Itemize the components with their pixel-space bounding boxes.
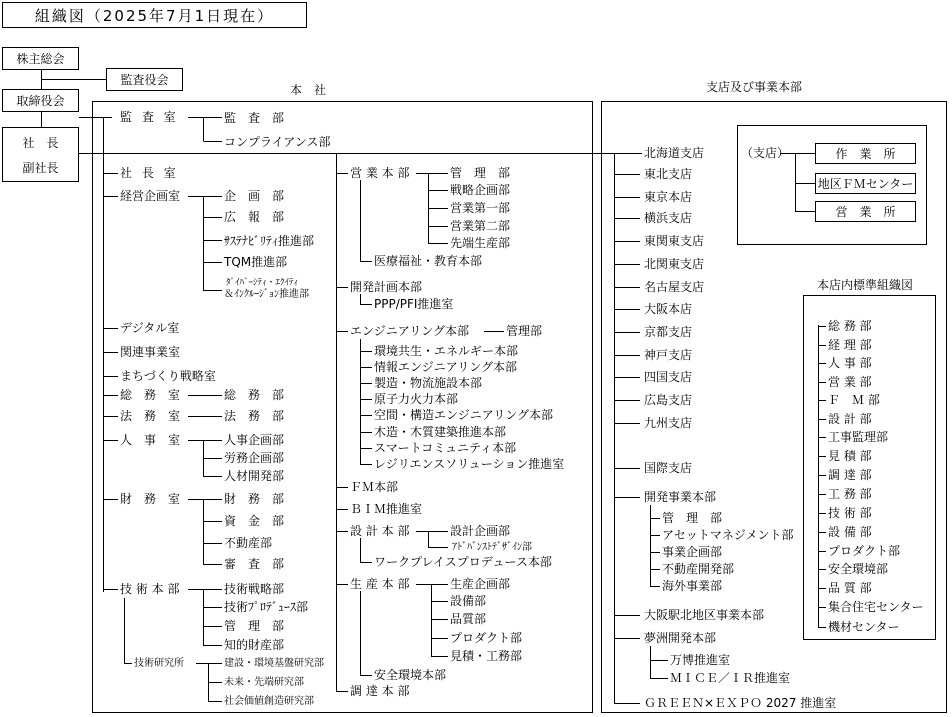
president-label: 社 長: [22, 135, 59, 150]
finance-dept: 財 務 部: [224, 492, 285, 506]
std-equipment-center: 機材センター: [828, 620, 900, 634]
advanced-production-dept: 先端生産部: [450, 236, 511, 250]
std-accounting: 経 理 部: [828, 338, 872, 352]
sustainability-dept: ｻｽﾃﾅﾋﾞﾘﾃｨ推進部: [224, 234, 315, 248]
medical-welfare-hq: 医療福祉・教育本部: [374, 254, 483, 268]
branch-hiroshima: 広島支店: [644, 393, 693, 407]
social-value-research: 社会価値創造研究部: [224, 696, 314, 707]
eng-nuclear: 原子力火力本部: [374, 392, 459, 406]
branch-kyoto: 京都支店: [644, 325, 693, 339]
sales-management-dept: 管 理 部: [450, 166, 511, 180]
branch-tohoku: 東北支店: [644, 167, 693, 181]
board-box: 取締役会: [2, 89, 79, 112]
dev-management-dept: 管 理 部: [662, 511, 723, 525]
branch-nagoya: 名古屋支店: [644, 280, 705, 294]
std-housing-center: 集合住宅センター: [828, 600, 924, 614]
shareholders-box: 株主総会: [2, 47, 79, 70]
std-quality: 品 質 部: [828, 581, 872, 595]
sales-hq: 営 業 本 部: [350, 166, 410, 180]
design-planning-dept: 設計企画部: [450, 524, 511, 538]
engineering-hq: エンジニアリング本部: [350, 324, 469, 338]
hr-office: 人 事 室: [120, 433, 181, 447]
branch-east-kanto: 東関東支店: [644, 234, 705, 248]
president-box: [2, 127, 79, 182]
overseas-business-dept: 海外事業部: [662, 579, 723, 593]
digital-office: デジタル室: [120, 321, 180, 335]
quality-dept: 品質部: [450, 612, 487, 626]
std-procurement: 調 達 部: [828, 468, 872, 482]
planning-dept: 企 画 部: [224, 189, 285, 203]
business-planning-dept: 事業企画部: [662, 545, 723, 559]
research-institute: 技術研究所: [134, 658, 184, 669]
product-dept: プロダクト部: [450, 631, 523, 645]
dei-dept-line1: ﾀﾞｲﾊﾞｰｼﾃｨ・ｴｸｲﾃｨ: [226, 278, 299, 288]
mice-ir-office: ＭＩＣＥ／ＩＲ推進室: [670, 671, 791, 685]
worksite-box: 作 業 所: [815, 143, 916, 164]
tqm-dept: TQM推進部: [224, 255, 288, 269]
tech-management-dept: 管 理 部: [224, 619, 285, 633]
branch-inner-label: （支店）: [741, 146, 790, 160]
branch-north-kanto: 北関東支店: [644, 257, 705, 271]
compliance-dept: コンプライアンス部: [224, 135, 331, 149]
branches-heading: 支店及び事業本部: [706, 80, 803, 94]
procurement-hq: 調 達 本 部: [350, 684, 410, 698]
real-estate-dev-dept: 不動産開発部: [662, 562, 735, 576]
design-hq: 設 計 本 部: [350, 524, 410, 538]
branch-hokkaido: 北海道支店: [644, 146, 705, 160]
branch-kyushu: 九州支店: [644, 416, 693, 430]
real-estate-dept: 不動産部: [224, 536, 273, 550]
equipment-dept: 設備部: [450, 594, 487, 608]
finance-office: 財 務 室: [120, 492, 181, 506]
yumeshima-hq: 夢洲開発本部: [644, 631, 717, 645]
std-construction-supervision: 工事監理部: [828, 430, 889, 444]
ip-dept: 知的財産部: [224, 638, 285, 652]
std-equipment: 設 備 部: [828, 525, 872, 539]
eng-smart-community: スマートコミュニティ本部: [374, 441, 517, 455]
auditors-box: 監査役会: [106, 68, 183, 91]
hq-heading: 本 社: [290, 83, 327, 97]
audit-dept: 監 査 部: [224, 111, 285, 125]
production-hq: 生 産 本 部: [350, 577, 410, 591]
std-works: 工 務 部: [828, 487, 872, 501]
green-expo-office: ＧＲＥＥＮ×ＥＸＰＯ 2027 推進室: [644, 696, 837, 710]
osaka-north-hq: 大阪駅北地区事業本部: [644, 608, 765, 622]
legal-dept: 法 務 部: [224, 409, 285, 423]
talent-dev-dept: 人材開発部: [224, 469, 285, 483]
dev-business-hq: 開発事業本部: [644, 490, 717, 504]
general-affairs-dept: 総 務 部: [224, 388, 285, 402]
vice-president-label: 副社長: [22, 160, 59, 175]
sales-second-dept: 営業第二部: [450, 219, 511, 233]
branch-kobe: 神戸支店: [644, 348, 693, 362]
regional-fm-center-box: 地区ＦＭセンター: [815, 173, 916, 194]
safety-env-hq: 安全環境本部: [374, 668, 447, 682]
eng-env-energy: 環境共生・エネルギー本部: [374, 344, 519, 358]
eng-timber: 木造・木質建築推進本部: [374, 425, 507, 439]
std-design: 設 計 部: [828, 412, 872, 426]
standard-org-heading: 本店内標準組織図: [817, 278, 914, 292]
production-planning-dept: 生産企画部: [450, 577, 511, 591]
eng-resilience: レジリエンスソリューション推進室: [374, 457, 565, 471]
legal-office: 法 務 室: [120, 409, 181, 423]
std-hr: 人 事 部: [828, 356, 872, 370]
review-dept: 審 査 部: [224, 557, 285, 571]
std-sales: 営 業 部: [828, 375, 872, 389]
advanced-design-dept: ｱﾄﾞﾊﾞﾝｽﾄﾃﾞｻﾞｲﾝ部: [452, 542, 532, 553]
ppp-pfi-office: PPP/PFI推進室: [374, 297, 454, 311]
eng-information: 情報エンジニアリング本部: [374, 360, 517, 374]
general-affairs-office: 総 務 室: [120, 388, 181, 402]
tech-produce-dept: 技術ﾌﾟﾛﾃﾞｭｰｽ部: [224, 600, 309, 614]
workplace-produce-hq: ワークプレイスプロデュース本部: [374, 555, 552, 569]
funds-dept: 資 金 部: [224, 514, 285, 528]
dev-planning-hq: 開発計画本部: [350, 280, 423, 294]
branch-shikoku: 四国支店: [644, 370, 693, 384]
bim-office: ＢＩＭ推進室: [350, 502, 423, 516]
std-technology: 技 術 部: [828, 506, 872, 520]
fm-hq: ＦＭ本部: [350, 480, 399, 494]
eng-space-structure: 空間・構造エンジニアリング本部: [374, 408, 553, 422]
planning-office: 経営企画室: [120, 189, 181, 203]
std-general-affairs: 総 務 部: [828, 319, 872, 333]
sales-strategy-dept: 戦略企画部: [450, 183, 511, 197]
dei-dept-line2: ＆ｲﾝｸﾙｰｼﾞｮﾝ推進部: [224, 289, 309, 300]
tech-hq: 技 術 本 部: [120, 582, 180, 596]
std-product: プロダクト部: [828, 544, 901, 558]
pr-dept: 広 報 部: [224, 210, 285, 224]
engineering-management: 管理部: [506, 324, 543, 338]
sales-office-box: 営 業 所: [815, 201, 916, 222]
std-fm: Ｆ Ｍ 部: [828, 393, 880, 407]
future-research: 未来・先端研究部: [224, 677, 304, 688]
related-business-office: 関連事業室: [120, 345, 181, 359]
construction-env-research: 建設・環境基盤研究部: [224, 658, 324, 669]
hr-planning-dept: 人事企画部: [224, 433, 285, 447]
branch-yokohama: 横浜支店: [644, 211, 693, 225]
branch-tokyo: 東京本店: [644, 190, 693, 204]
expo-promotion-office: 万博推進室: [670, 653, 731, 667]
estimate-works-dept: 見積・工務部: [450, 649, 523, 663]
tech-strategy-dept: 技術戦略部: [224, 582, 285, 596]
urban-strategy-office: まちづくり戦略室: [120, 369, 216, 383]
chart-title: 組織図（2025年7月1日現在）: [2, 2, 307, 28]
sales-first-dept: 営業第一部: [450, 201, 511, 215]
labor-planning-dept: 労務企画部: [224, 451, 285, 465]
std-estimate: 見 積 部: [828, 449, 872, 463]
branch-international: 国際支店: [644, 461, 693, 475]
asset-management-dept: アセットマネジメント部: [662, 528, 794, 542]
eng-manufacturing: 製造・物流施設本部: [374, 376, 483, 390]
audit-office: 監 査 室: [120, 110, 179, 124]
president-office: 社 長 室: [120, 166, 179, 180]
std-safety-env: 安全環境部: [828, 562, 889, 576]
branch-osaka: 大阪本店: [644, 302, 693, 316]
